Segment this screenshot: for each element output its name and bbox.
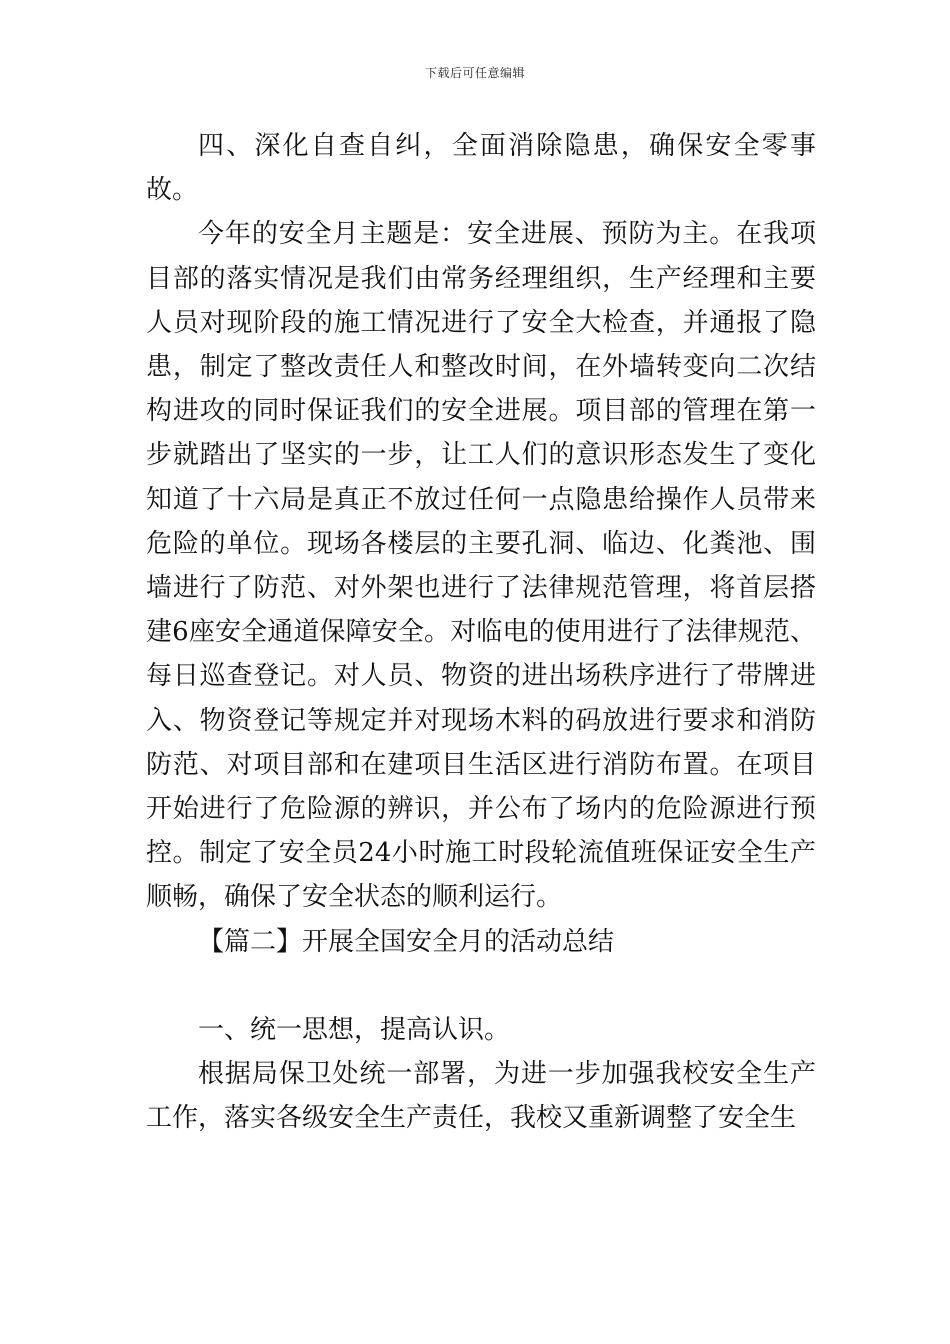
page-header-note: 下载后可任意编辑 [424, 66, 525, 80]
paragraph-safety-month-summary: 今年的安全月主题是：安全进展、预防为主。在我项目部的落实情况是我们由常务经理组织，生产经理和主要人员对现阶段的施工情况进行了安全大检查，并通报了隐患，制定了整改责任人和整改时间，在外墙转变向二次结构进攻的同时保证我们的安全进展。项目部的管理在第一步就踏出了坚实的一步，让工人们的意识形态发生了变化知道了十六局是真正不放过任何一点隐患给操作人员带来危险的单位。现场各楼层的主要孔洞、临边、化粪池、围墙进行了防范、对外架也进行了法律规范管理，将首层搭建6座安全通道保障安全。对临电的使用进行了法律规范、每日巡查登记。对人员、物资的进出场秩序进行了带牌进入、物资登记等规定并对现场木料的码放进行要求和消防防范、对项目部和在建项目生活区进行消防布置。在项目开始进行了危险源的辨识，并公布了场内的危险源进行预控。制定了安全员24小时施工时段轮流值班保证安全生产顺畅，确保了安全状态的顺利运行。 [146, 219, 816, 913]
document-body [146, 124, 816, 1140]
paragraph-deployment: 根据局保卫处统一部署，为进一步加强我校安全生产工作，落实各级安全生产责任，我校又重新调整了安全生 [146, 1059, 816, 1134]
section-title: 【篇二】开展全国安全月的活动总结 [198, 926, 615, 957]
spacer [146, 964, 816, 1008]
paragraph-section-one: 一、统一思想，提高认识。 [198, 1014, 511, 1045]
paragraph-section-four: 四、深化自查自纠，全面消除隐患，确保安全零事故。 [146, 131, 816, 206]
